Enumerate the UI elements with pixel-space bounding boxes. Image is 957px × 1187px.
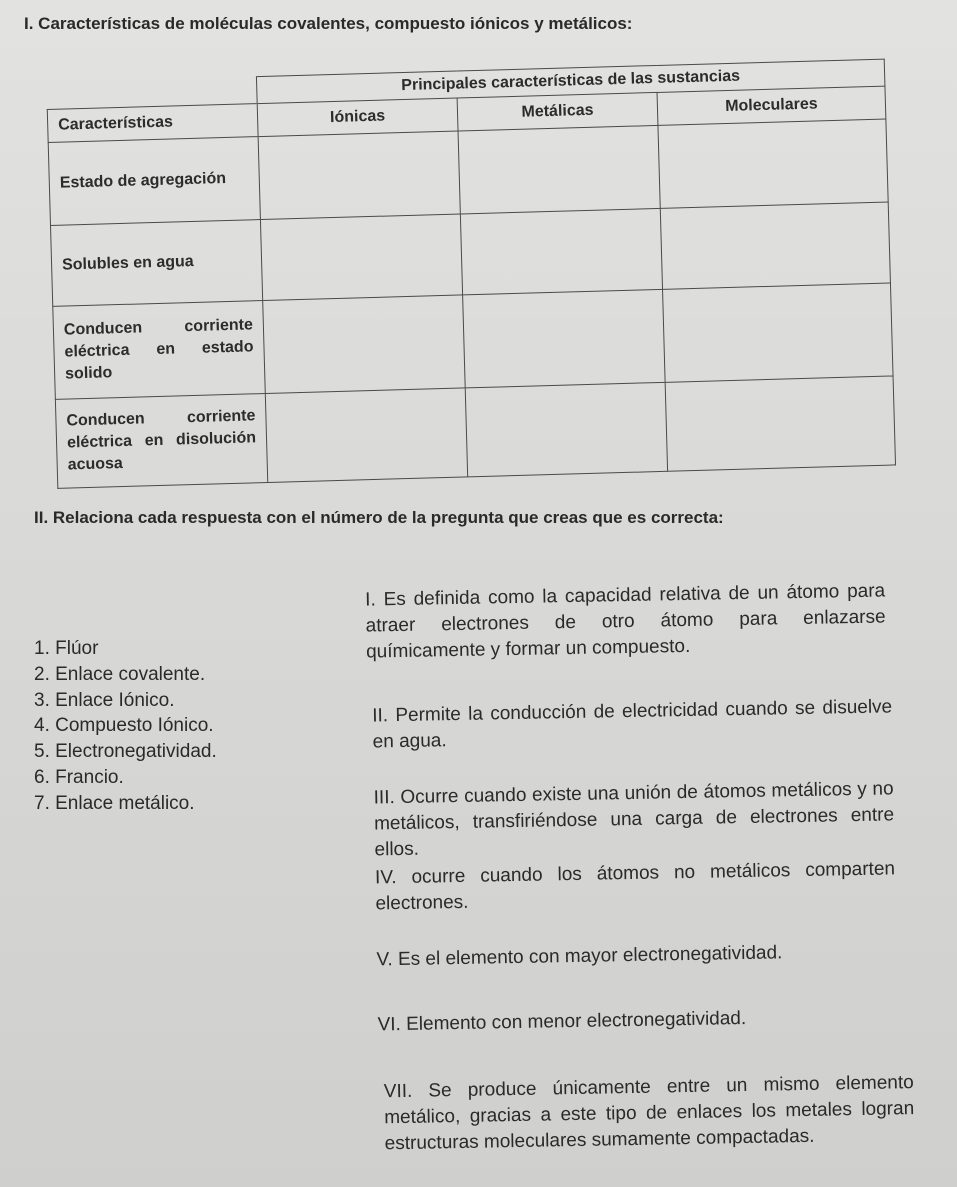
answer-cell-moleculares-solubles[interactable] <box>660 202 890 289</box>
answer-cell-ionicas-acuosa[interactable] <box>265 388 467 483</box>
answer-cell-moleculares-estado[interactable] <box>658 119 888 208</box>
answer-cell-metalicas-estado[interactable] <box>458 125 660 214</box>
definition-item: VI. Elemento con menor electronegatividad. <box>377 1007 747 1036</box>
properties-table-wrapper <box>46 59 895 489</box>
definition-item: I. Es definida como la capacidad relativa de un átomo para atraer electrones de otro átomo para enlazarse químicamente y formar un compuesto. <box>365 580 886 663</box>
list-item: 1. Flúor <box>34 638 99 659</box>
row-label-conducen-solido: Conducen corriente eléctrica en estado solido <box>53 301 266 400</box>
table-super-header: Principales características de las sustancias <box>256 59 885 104</box>
column-header-moleculares: Moleculares <box>657 86 886 125</box>
row-label-solubles: Solubles en agua <box>51 220 263 307</box>
definition-item: V. Es el elemento con mayor electronegatividad. <box>376 942 783 971</box>
column-header-metalicas: Metálicas <box>457 92 658 131</box>
list-item: 4. Compuesto Iónico. <box>34 715 214 737</box>
definition-item: II. Permite la conducción de electricidad cuando se disuelve en agua. <box>372 696 893 753</box>
answer-cell-moleculares-acuosa[interactable] <box>665 376 895 471</box>
section-2-title: II. Relaciona cada respuesta con el número de la pregunta que creas que es correcta: <box>34 508 724 527</box>
definition-item: VII. Se produce únicamente entre un mismo elemento metálico, gracias a este tipo de enlaces los metales logran estructuras moleculares sumamente compactadas. <box>383 1072 915 1155</box>
list-item: 2. Enlace covalente. <box>34 663 206 685</box>
list-item: 7. Enlace metálico. <box>34 792 195 814</box>
answer-cell-moleculares-solido[interactable] <box>663 283 894 382</box>
answer-cell-metalicas-solido[interactable] <box>463 289 666 388</box>
answer-cell-metalicas-solubles[interactable] <box>460 208 662 295</box>
list-item: 3. Enlace Iónico. <box>34 689 175 711</box>
definition-item: III. Ocurre cuando existe una unión de átomos metálicos y no metálicos, transfiriéndose una carga de electrones entre ellos. <box>373 778 895 861</box>
properties-table <box>46 59 896 489</box>
row-label-conducen-acuosa: Conducen corriente eléctrica en disolución acuosa <box>55 393 267 488</box>
list-item: 5. Electronegatividad. <box>34 741 217 763</box>
definitions-list <box>340 578 915 1155</box>
list-item: 6. Francio. <box>34 766 124 788</box>
column-header-ionicas: Iónicas <box>257 98 458 137</box>
row-label-estado: Estado de agregación <box>48 137 260 226</box>
answer-cell-metalicas-acuosa[interactable] <box>465 382 667 477</box>
column-header-caracteristicas: Características <box>47 104 258 143</box>
answer-cell-ionicas-estado[interactable] <box>258 131 460 220</box>
answer-cell-ionicas-solubles[interactable] <box>260 214 462 301</box>
answer-cell-ionicas-solido[interactable] <box>263 295 466 394</box>
section-1-title: I. Características de moléculas covalentes, compuesto iónicos y metálicos: <box>24 14 633 33</box>
definition-item: IV. ocurre cuando los átomos no metálicos comparten electrones. <box>374 858 896 915</box>
options-list <box>34 636 217 817</box>
